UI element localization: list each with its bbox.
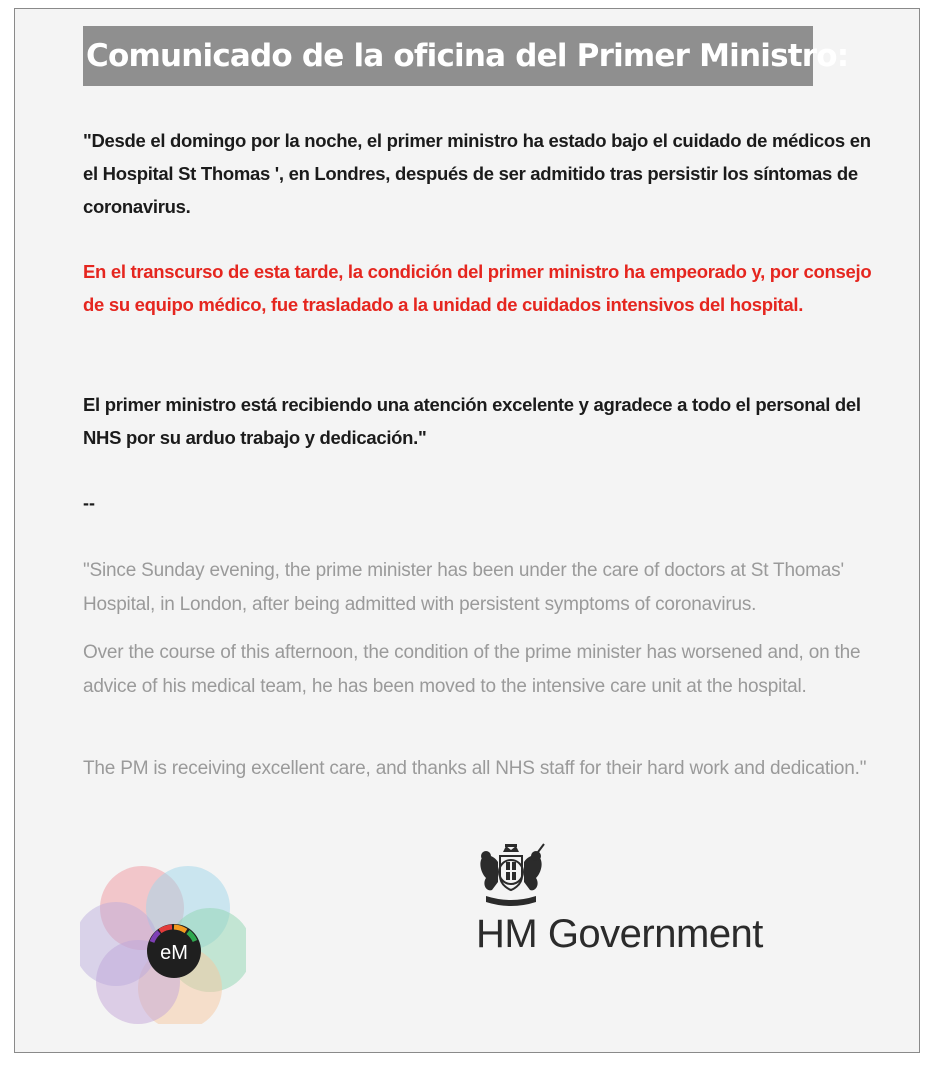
statement-title: Comunicado de la oficina del Primer Ministro:	[83, 26, 813, 86]
spanish-paragraph-3: El primer ministro está recibiendo una atención excelente y agradece a todo el personal del NHS por su arduo trabajo y dedicación."	[83, 394, 861, 448]
em-logo-text: eM	[160, 942, 188, 964]
hm-government-logo	[470, 840, 790, 960]
english-paragraph-2: Over the course of this afternoon, the condition of the prime minister has worsened and, on the advice of his medical team, he has been moved to the intensive care unit at the hospital.	[83, 642, 861, 697]
hm-government-wordmark: HM Government	[476, 912, 763, 956]
section-separator: --	[83, 493, 95, 513]
english-paragraph-3: The PM is receiving excellent care, and thanks all NHS staff for their hard work and dedication."	[83, 758, 867, 779]
royal-coat-of-arms-icon	[476, 842, 546, 908]
english-paragraph-1: "Since Sunday evening, the prime minister has been under the care of doctors at St Thomas' Hospital, in London, after being admitted with persistent symptoms of coronavirus.	[83, 560, 844, 615]
spanish-paragraph-1: "Desde el domingo por la noche, el primer ministro ha estado bajo el cuidado de médicos en el Hospital St Thomas ', en Londres, después de ser admitido tras persistir los síntomas de coronavirus.	[83, 130, 871, 217]
em-flower-logo-icon	[80, 858, 246, 1024]
spanish-paragraph-2-highlighted: En el transcurso de esta tarde, la condición del primer ministro ha empeorado y, por consejo de su equipo médico, fue trasladado a la unidad de cuidados intensivos del hospital.	[83, 261, 872, 315]
